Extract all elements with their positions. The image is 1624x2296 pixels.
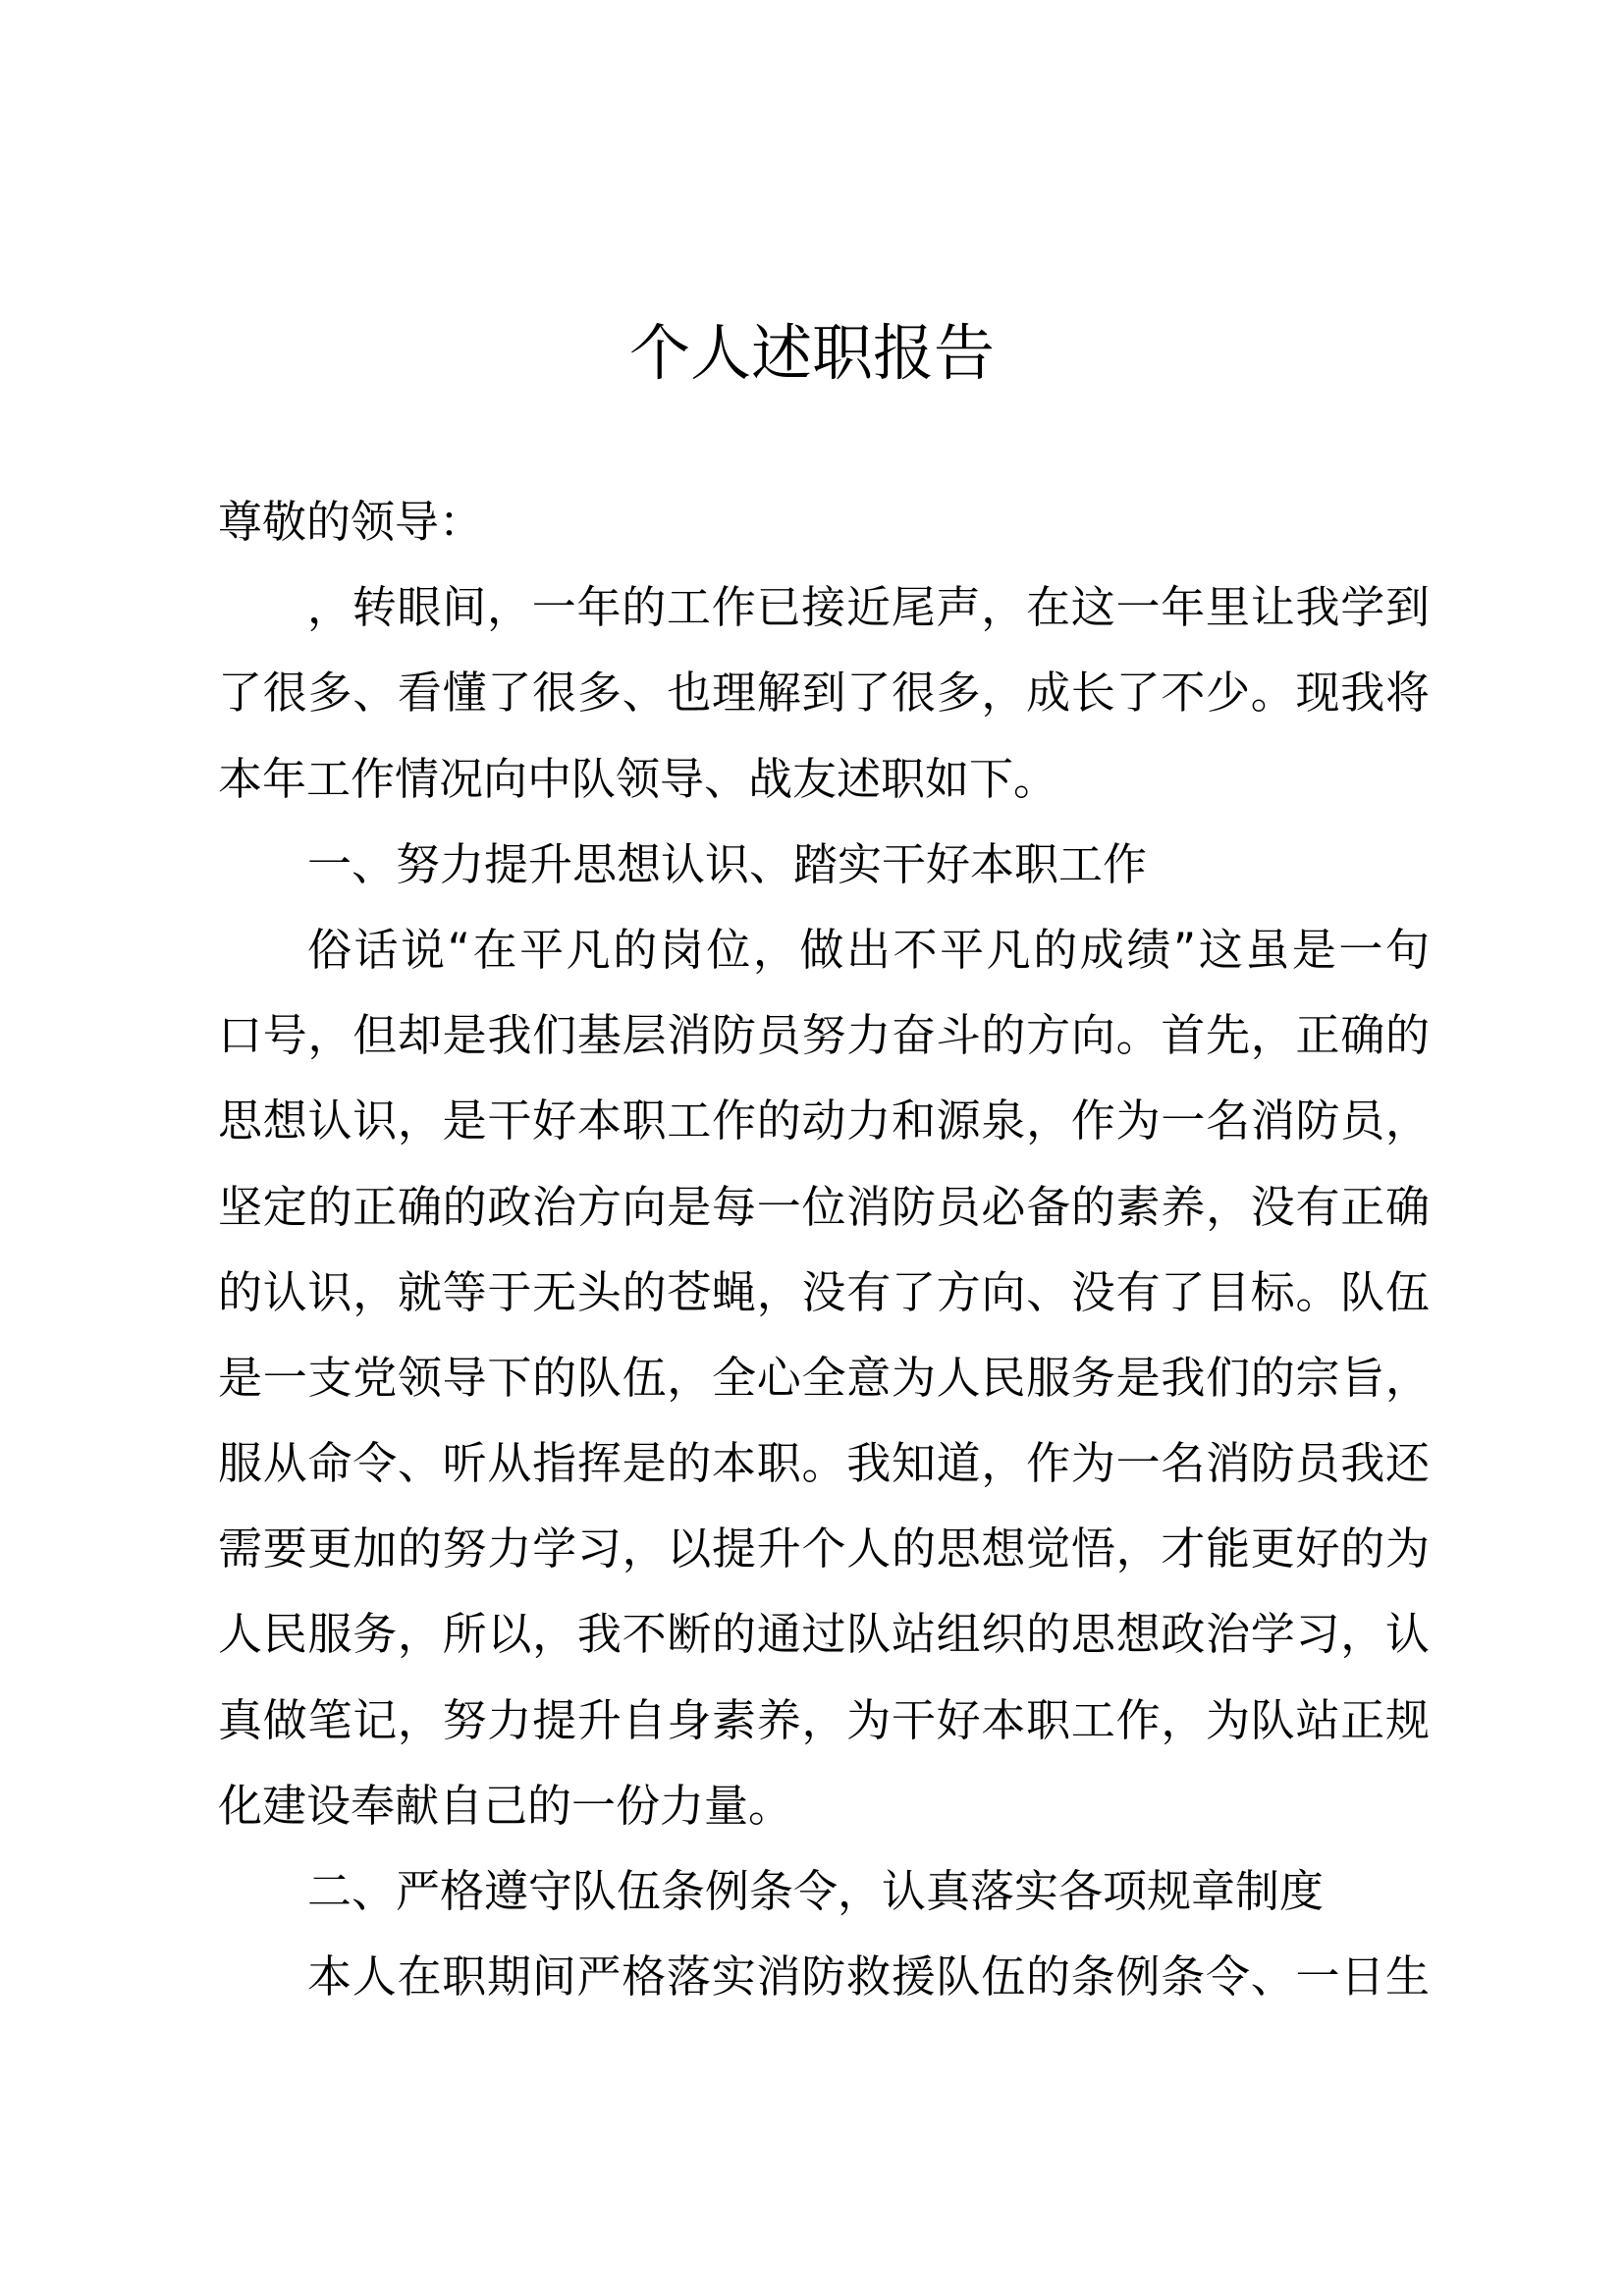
paragraph-line: 思想认识，是干好本职工作的动力和源泉，作为一名消防员， xyxy=(218,1095,1430,1148)
paragraph-line: 是一支党领导下的队伍，全心全意为人民服务是我们的宗旨， xyxy=(218,1351,1430,1404)
paragraph-line: 人民服务，所以，我不断的通过队站组织的思想政治学习，认 xyxy=(218,1608,1430,1661)
paragraph-line: 本人在职期间严格落实消防救援队伍的条例条令、一日生 xyxy=(307,1950,1430,2003)
section-heading: 二、严格遵守队伍条例条令，认真落实各项规章制度 xyxy=(307,1865,1325,1917)
paragraph-line: 的认识，就等于无头的苍蝇，没有了方向、没有了目标。队伍 xyxy=(218,1265,1430,1318)
paragraph-line: ，转眼间，一年的工作已接近尾声，在这一年里让我学到 xyxy=(307,581,1430,634)
section-heading: 一、努力提升思想认识、踏实干好本职工作 xyxy=(307,837,1148,890)
paragraph-line: 服从命令、听从指挥是的本职。我知道，作为一名消防员我还 xyxy=(218,1437,1430,1490)
paragraph-line: 本年工作情况向中队领导、战友述职如下。 xyxy=(218,752,1058,805)
paragraph-line: 坚定的正确的政治方向是每一位消防员必备的素养，没有正确 xyxy=(218,1180,1430,1233)
paragraph-line: 了很多、看懂了很多、也理解到了很多，成长了不少。现我将 xyxy=(218,667,1430,720)
paragraph-line: 真做笔记，努力提升自身素养，为干好本职工作，为队站正规 xyxy=(218,1693,1430,1746)
paragraph-line: 口号，但却是我们基层消防员努力奋斗的方向。首先，正确的 xyxy=(218,1009,1430,1062)
paragraph-line: 需要更加的努力学习，以提升个人的思想觉悟，才能更好的为 xyxy=(218,1522,1430,1575)
document-body xyxy=(218,479,1430,2019)
paragraph-line: 化建设奉献自己的一份力量。 xyxy=(218,1779,793,1832)
paragraph-line: 俗话说“在平凡的岗位，做出不平凡的成绩”这虽是一句 xyxy=(307,923,1430,976)
document-title: 个人述职报告 xyxy=(628,317,995,389)
salutation: 尊敬的领导： xyxy=(218,496,484,548)
